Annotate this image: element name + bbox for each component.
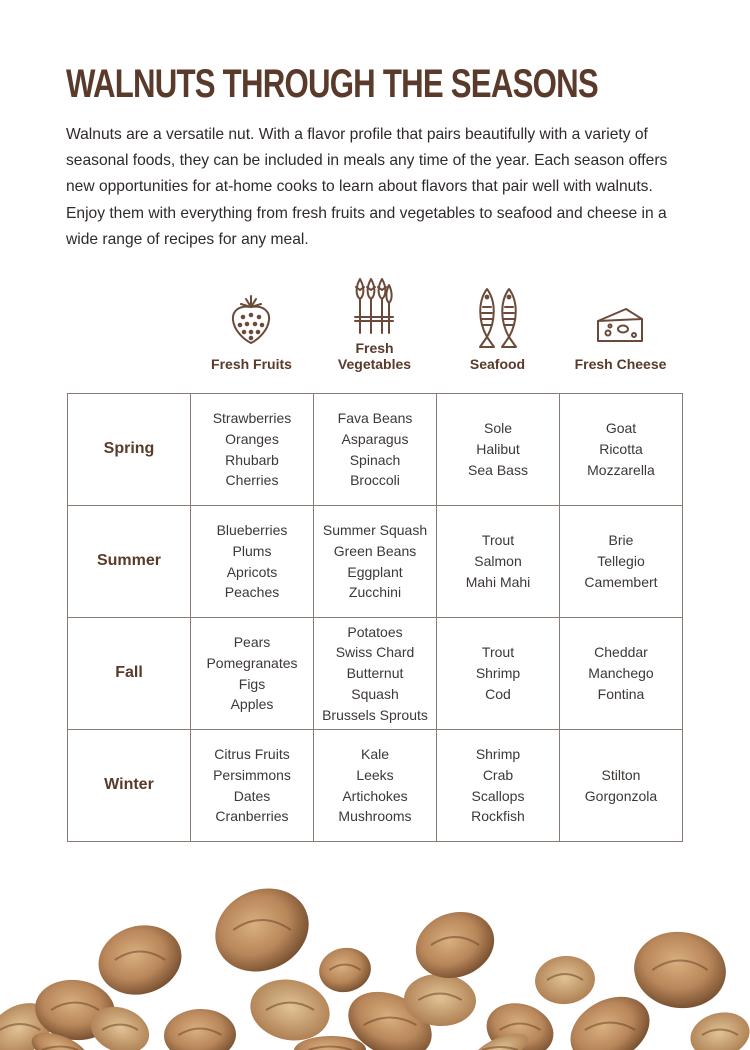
pairing-item: Mahi Mahi: [465, 573, 531, 590]
category-label: Fresh Vegetables: [337, 340, 412, 372]
pairing-item: Zucchini: [348, 584, 402, 601]
pairing-cell: [437, 618, 560, 730]
pairing-item: Persimmons: [213, 766, 291, 783]
cheese-icon: [596, 305, 644, 345]
pairing-item: Fava Beans: [337, 409, 413, 426]
pairing-item: Halibut: [476, 441, 520, 458]
page-title: WALNUTS THROUGH THE SEASONS: [66, 62, 598, 106]
pairing-item: Gorgonzola: [584, 787, 658, 804]
pairing-item: Trout: [481, 644, 515, 661]
season-row-summer: [68, 506, 683, 618]
pairing-item: Cod: [485, 685, 511, 702]
pairing-item: Strawberries: [212, 409, 292, 426]
pairing-item: Ricotta: [599, 441, 643, 458]
pairing-cell: [191, 730, 314, 842]
pairing-cell: [560, 730, 683, 842]
pairing-item: Rhubarb: [225, 451, 279, 468]
fish-icon: [473, 285, 523, 349]
pairing-item: Cranberries: [215, 808, 289, 825]
category-fresh-cheese: [559, 275, 682, 375]
season-row-fall: [68, 618, 683, 730]
pairing-item: Leeks: [356, 766, 394, 783]
pairing-item: Fontina: [597, 685, 645, 702]
pairing-item: Sea Bass: [468, 461, 528, 478]
pairing-item: Sole: [483, 420, 513, 437]
intro-paragraph: Walnuts are a versatile nut. With a flavor profile that pairs beautifully with a variety of seasonal foods, they can be included in meals any time of the year. Each season offers new opportunities for at-home cooks to learn about flavors that pair well with walnuts. Enjoy them with everything from fresh fruits and vegetables to seafood and cheese in a wide range of recipes for any meal.: [66, 126, 668, 248]
category-fresh-fruits: [190, 275, 313, 375]
pairing-item: Brussels Sprouts: [322, 706, 428, 723]
pairing-item: Swiss Chard: [335, 644, 415, 661]
pairing-item: Plums: [232, 542, 272, 559]
pairing-item: Pears: [233, 633, 271, 650]
asparagus-icon: [351, 277, 397, 335]
pairing-item: Mushrooms: [338, 808, 412, 825]
seasonal-pairing-table: [67, 393, 683, 842]
pairing-item: Cheddar: [594, 644, 648, 661]
pairing-item: Apples: [230, 696, 274, 713]
pairing-item: Figs: [238, 675, 266, 692]
pairing-cell: [437, 730, 560, 842]
pairing-item: Asparagus: [341, 430, 409, 447]
pairing-item: Stilton: [601, 766, 641, 783]
pairing-item: Brie: [608, 532, 634, 549]
season-label: Winter: [68, 730, 191, 842]
pairing-item: Pomegranates: [206, 654, 298, 671]
pairing-item: Kale: [360, 745, 390, 762]
pairing-item: Potatoes: [347, 623, 403, 640]
pairing-cell: [314, 618, 437, 730]
pairing-item: Summer Squash: [322, 521, 428, 538]
pairing-cell: [314, 730, 437, 842]
pairing-item: Spinach: [349, 451, 401, 468]
season-row-winter: [68, 730, 683, 842]
pairing-cell: [191, 394, 314, 506]
pairing-item: Manchego: [588, 665, 654, 682]
pairing-item: Peaches: [224, 584, 280, 601]
pairing-item: Citrus Fruits: [214, 745, 290, 762]
pairing-item: Squash: [351, 685, 399, 702]
pairing-item: Mozzarella: [587, 461, 655, 478]
pairing-cell: [314, 394, 437, 506]
pairing-item: Tellegio: [597, 553, 645, 570]
pairing-item: Green Beans: [333, 542, 417, 559]
pairing-cell: [560, 506, 683, 618]
pairing-item: Rockfish: [471, 808, 525, 825]
pairing-cell: [437, 506, 560, 618]
pairing-cell: [437, 394, 560, 506]
pairing-item: Eggplant: [347, 563, 403, 580]
pairing-item: Oranges: [225, 430, 279, 447]
category-label: Fresh Cheese: [574, 356, 667, 372]
season-row-spring: [68, 394, 683, 506]
pairing-cell: [560, 618, 683, 730]
pairing-item: Crab: [482, 766, 514, 783]
pairing-cell: [560, 394, 683, 506]
pairing-item: Shrimp: [475, 665, 521, 682]
category-label: Fresh Fruits: [211, 356, 292, 372]
season-label: Summer: [68, 506, 191, 618]
walnuts-image: [0, 860, 750, 1050]
pairing-item: Camembert: [584, 573, 658, 590]
category-seafood: [436, 275, 559, 375]
season-label: Fall: [68, 618, 191, 730]
pairing-item: Dates: [233, 787, 271, 804]
pairing-item: Scallops: [471, 787, 525, 804]
pairing-item: Salmon: [474, 553, 522, 570]
pairing-item: Butternut: [346, 665, 404, 682]
pairing-item: Blueberries: [216, 521, 288, 538]
pairing-cell: [314, 506, 437, 618]
pairing-item: Broccoli: [350, 472, 400, 489]
pairing-item: Artichokes: [342, 787, 408, 804]
pairing-item: Cherries: [225, 472, 279, 489]
pairing-cell: [191, 618, 314, 730]
category-fresh-vegetables: [313, 275, 436, 375]
pairing-cell: [191, 506, 314, 618]
pairing-item: Apricots: [226, 563, 278, 580]
pairing-item: Trout: [481, 532, 515, 549]
pairing-item: Goat: [605, 420, 637, 437]
strawberry-icon: [229, 293, 273, 345]
pairing-item: Shrimp: [475, 745, 521, 762]
season-label: Spring: [68, 394, 191, 506]
category-label: Seafood: [469, 356, 526, 372]
